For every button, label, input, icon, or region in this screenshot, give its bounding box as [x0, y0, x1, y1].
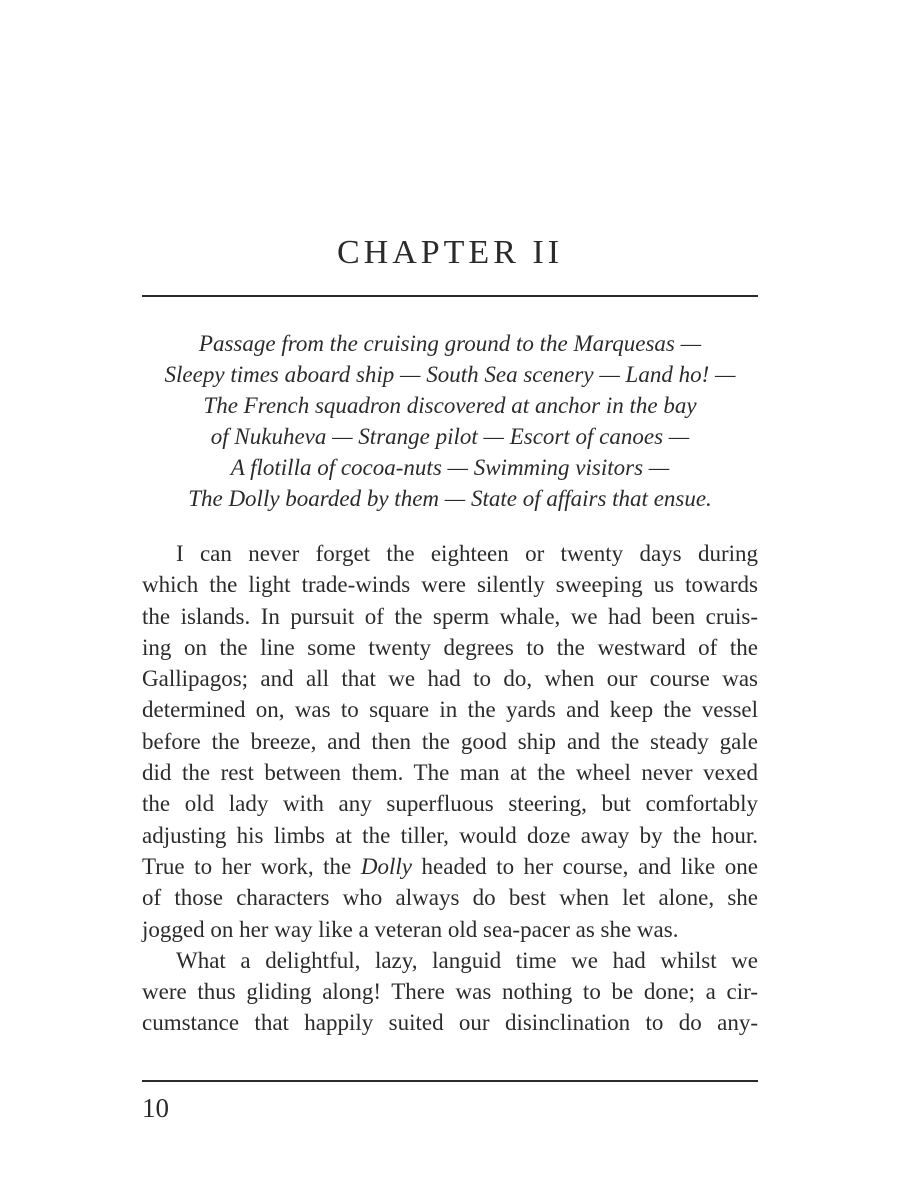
page-number: 10 — [142, 1093, 169, 1123]
top-rule — [142, 295, 758, 297]
text-line: the old lady with any superfluous steering, but comfortably — [142, 791, 758, 817]
text-line: of those characters who always do best when let alone, she — [142, 885, 758, 911]
text-line: which the light trade-winds were silently sweeping us towards — [142, 572, 758, 598]
text-segment: True to her work, the — [142, 853, 361, 879]
text-segment: headed to her course, and like one — [411, 853, 759, 879]
text-line: before the breeze, and then the good ship and the steady gale — [142, 728, 758, 754]
synopsis-line: The Dolly boarded by them — State of affairs that ensue. — [188, 486, 712, 511]
text-line — [142, 851, 758, 882]
ship-name-italic: Dolly — [360, 853, 412, 879]
text-line: the islands. In pursuit of the sperm whale, we had been cruis- — [142, 603, 758, 629]
synopsis-line: A flotilla of cocoa-nuts — Swimming visitors — — [230, 455, 670, 480]
text-line: determined on, was to square in the yards and keep the vessel — [142, 697, 758, 723]
chapter-synopsis — [142, 328, 758, 514]
text-line: I can never forget the eighteen or twenty days during — [176, 541, 758, 566]
synopsis-line: Passage from the cruising ground to the Marquesas — — [198, 331, 702, 356]
body-text — [142, 538, 758, 1039]
synopsis-line: The French squadron discovered at anchor in the bay — [203, 393, 697, 418]
chapter-title: CHAPTER II — [336, 234, 564, 271]
text-line: What a delightful, lazy, languid time we had whilst we — [176, 947, 758, 973]
text-line: Gallipagos; and all that we had to do, when our course was — [142, 666, 758, 692]
synopsis-line: Sleepy times aboard ship — South Sea scenery — Land ho! — — [164, 362, 736, 387]
synopsis-line: of Nukuheva — Strange pilot — Escort of canoes — — [210, 424, 690, 449]
text-line: cumstance that happily suited our disinclination to do any- — [142, 1010, 758, 1036]
text-line: adjusting his limbs at the tiller, would doze away by the hour. — [142, 822, 758, 848]
text-line: ing on the line some twenty degrees to the westward of the — [142, 634, 758, 660]
bottom-rule — [142, 1080, 758, 1082]
text-line: jogged on her way like a veteran old sea-pacer as she was. — [142, 916, 679, 942]
text-line: did the rest between them. The man at the wheel never vexed — [142, 760, 758, 786]
text-line: were thus gliding along! There was nothing to be done; a cir- — [142, 979, 758, 1005]
